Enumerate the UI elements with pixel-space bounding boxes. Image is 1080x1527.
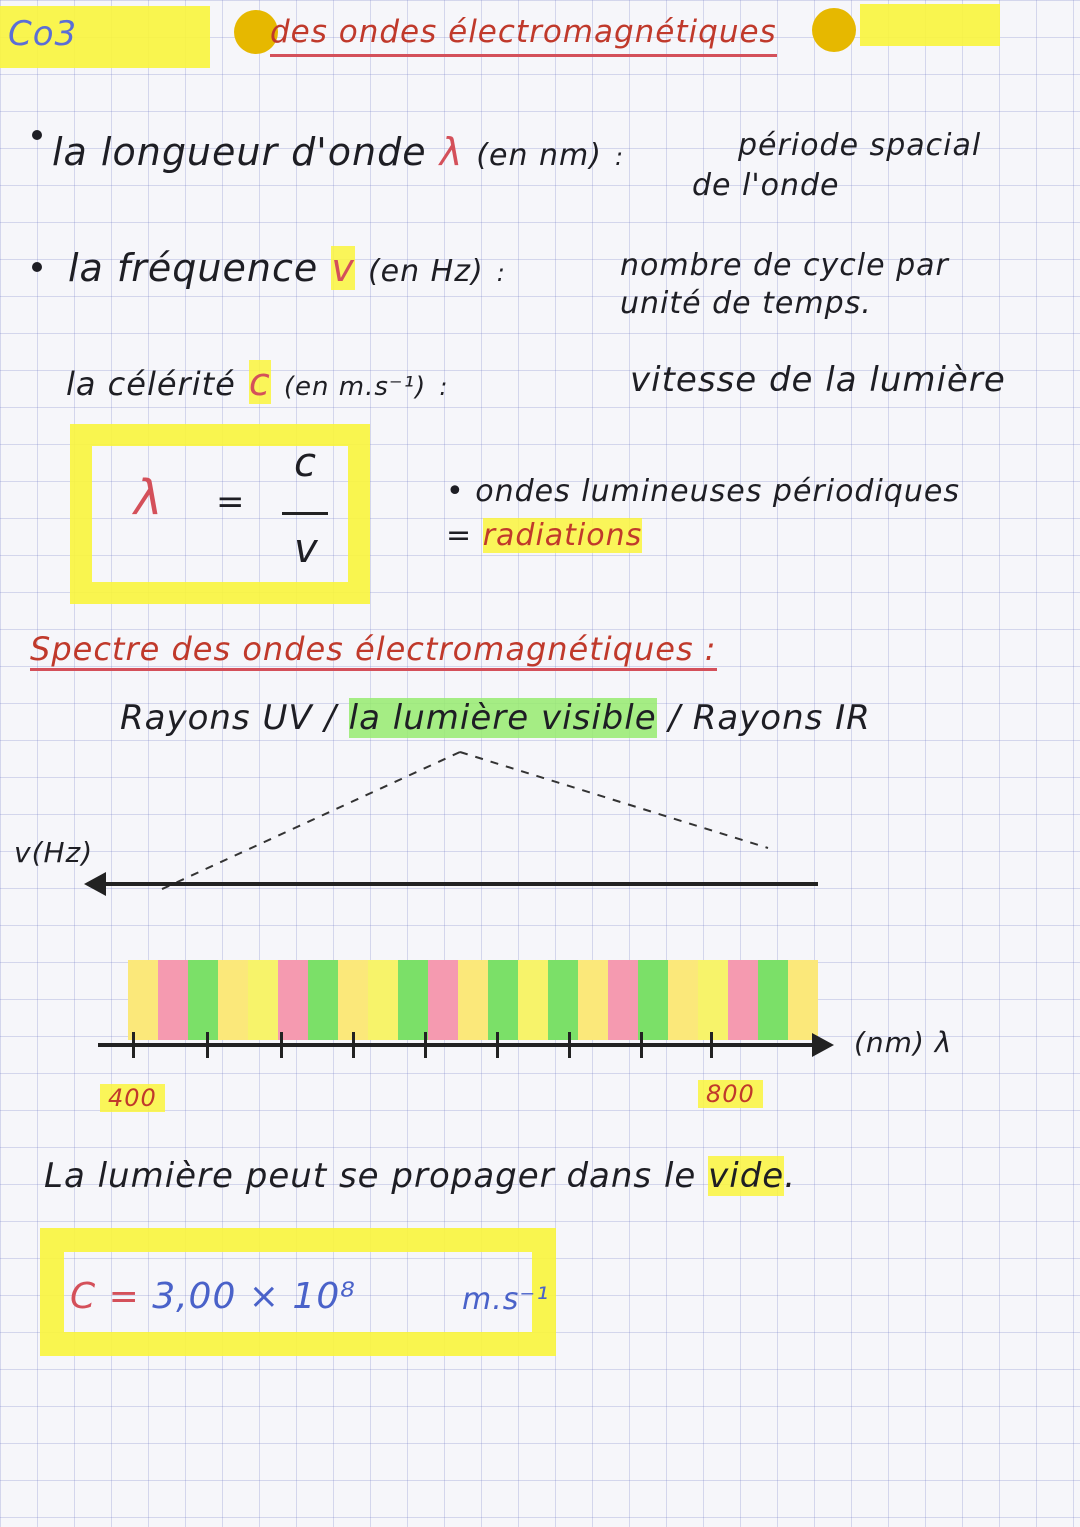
formula-equals: = — [216, 482, 246, 522]
zoom-dashed-lines — [0, 740, 1080, 900]
sep-celerity: : — [439, 373, 449, 401]
band-segment — [278, 960, 308, 1040]
band-segment — [758, 960, 788, 1040]
band-segment — [578, 960, 608, 1040]
band-segment — [458, 960, 488, 1040]
wavelength-arrow-head — [812, 1033, 834, 1057]
visible-light: la lumière visible — [348, 698, 657, 738]
rays-ir: / Rayons IR — [668, 698, 871, 738]
band-segment — [728, 960, 758, 1040]
wavelength-axis-label: (nm) λ — [854, 1026, 953, 1059]
axis-tick — [496, 1032, 499, 1058]
band-segment — [158, 960, 188, 1040]
formula-fraction-bar — [282, 512, 328, 515]
axis-tick — [352, 1032, 355, 1058]
frequency-axis — [96, 882, 818, 886]
meaning-celerity: vitesse de la lumière — [630, 360, 1006, 400]
band-segment — [788, 960, 818, 1040]
band-segment — [548, 960, 578, 1040]
meaning-frequency-2: unité de temps. — [620, 286, 872, 321]
band-segment — [218, 960, 248, 1040]
term-celerity: la célérité — [66, 365, 236, 403]
symbol-c: c — [248, 360, 271, 404]
band-segment — [518, 960, 548, 1040]
band-segment — [608, 960, 638, 1040]
celerity-value: 3,00 × 10⁸ — [152, 1276, 356, 1317]
note-radiations-word: radiations — [482, 518, 643, 553]
axis-tick — [280, 1032, 283, 1058]
meaning-frequency-1: nombre de cycle par — [620, 248, 949, 283]
meaning-wavelength-1: période spacial — [738, 128, 982, 163]
formula-denominator: v — [294, 526, 319, 572]
dashed-line-left — [160, 752, 460, 890]
band-segment — [638, 960, 668, 1040]
page-title: des ondes électromagnétiques — [270, 14, 777, 57]
band-segment — [368, 960, 398, 1040]
propagation-highlight: vide — [708, 1156, 785, 1196]
tick-label-800: 800 — [698, 1080, 763, 1108]
rays-uv: Rayons UV / — [120, 698, 337, 738]
unit-wavelength: (en nm) — [476, 138, 602, 173]
term-wavelength: la longueur d'onde — [52, 130, 427, 174]
axis-tick — [206, 1032, 209, 1058]
band-segment — [128, 960, 158, 1040]
definition-celerity — [66, 360, 448, 404]
chapter-code: Co3 — [8, 14, 78, 54]
spectrum-rays-line — [120, 698, 871, 738]
symbol-nu: v — [331, 246, 355, 290]
axis-tick — [568, 1032, 571, 1058]
note-equals: = — [446, 518, 473, 553]
definition-frequency — [68, 246, 506, 290]
sep-frequency: : — [496, 259, 506, 287]
note-radiations — [446, 518, 642, 553]
band-segment — [338, 960, 368, 1040]
band-segment — [398, 960, 428, 1040]
axis-tick — [132, 1032, 135, 1058]
celerity-left: C = — [70, 1276, 140, 1317]
bullet-1 — [32, 130, 42, 140]
sep-wavelength: : — [615, 143, 625, 171]
band-segment — [668, 960, 698, 1040]
symbol-lambda: λ — [439, 130, 464, 174]
axis-tick — [424, 1032, 427, 1058]
header-highlight-right — [860, 4, 1000, 46]
term-frequency: la fréquence — [68, 246, 319, 290]
formula-numerator: c — [294, 440, 317, 486]
formula-lambda: λ — [134, 470, 164, 526]
band-segment — [188, 960, 218, 1040]
bullet-2 — [32, 262, 42, 272]
band-segment — [428, 960, 458, 1040]
frequency-axis-label: v(Hz) — [14, 836, 94, 869]
note-periodic-waves: • ondes lumineuses périodiques — [446, 474, 960, 509]
band-segment — [488, 960, 518, 1040]
dashed-line-right — [460, 752, 768, 848]
axis-tick — [640, 1032, 643, 1058]
axis-tick — [710, 1032, 713, 1058]
propagation-end: . — [784, 1156, 797, 1196]
propagation-text: La lumière peut se propager dans le — [44, 1156, 697, 1196]
yellow-dot-right — [812, 8, 856, 52]
band-segment — [308, 960, 338, 1040]
unit-frequency: (en Hz) — [367, 254, 484, 289]
tick-label-400: 400 — [100, 1084, 165, 1112]
definition-wavelength — [52, 130, 624, 174]
visible-spectrum-band — [128, 960, 818, 1040]
band-segment — [248, 960, 278, 1040]
celerity-formula — [70, 1276, 356, 1317]
spectrum-title: Spectre des ondes électromagnétiques : — [30, 630, 717, 671]
propagation-sentence — [44, 1156, 796, 1196]
celerity-unit: m.s⁻¹ — [462, 1282, 550, 1317]
band-segment — [698, 960, 728, 1040]
unit-celerity: (en m.s⁻¹) — [283, 372, 427, 402]
meaning-wavelength-2: de l'onde — [692, 168, 840, 203]
